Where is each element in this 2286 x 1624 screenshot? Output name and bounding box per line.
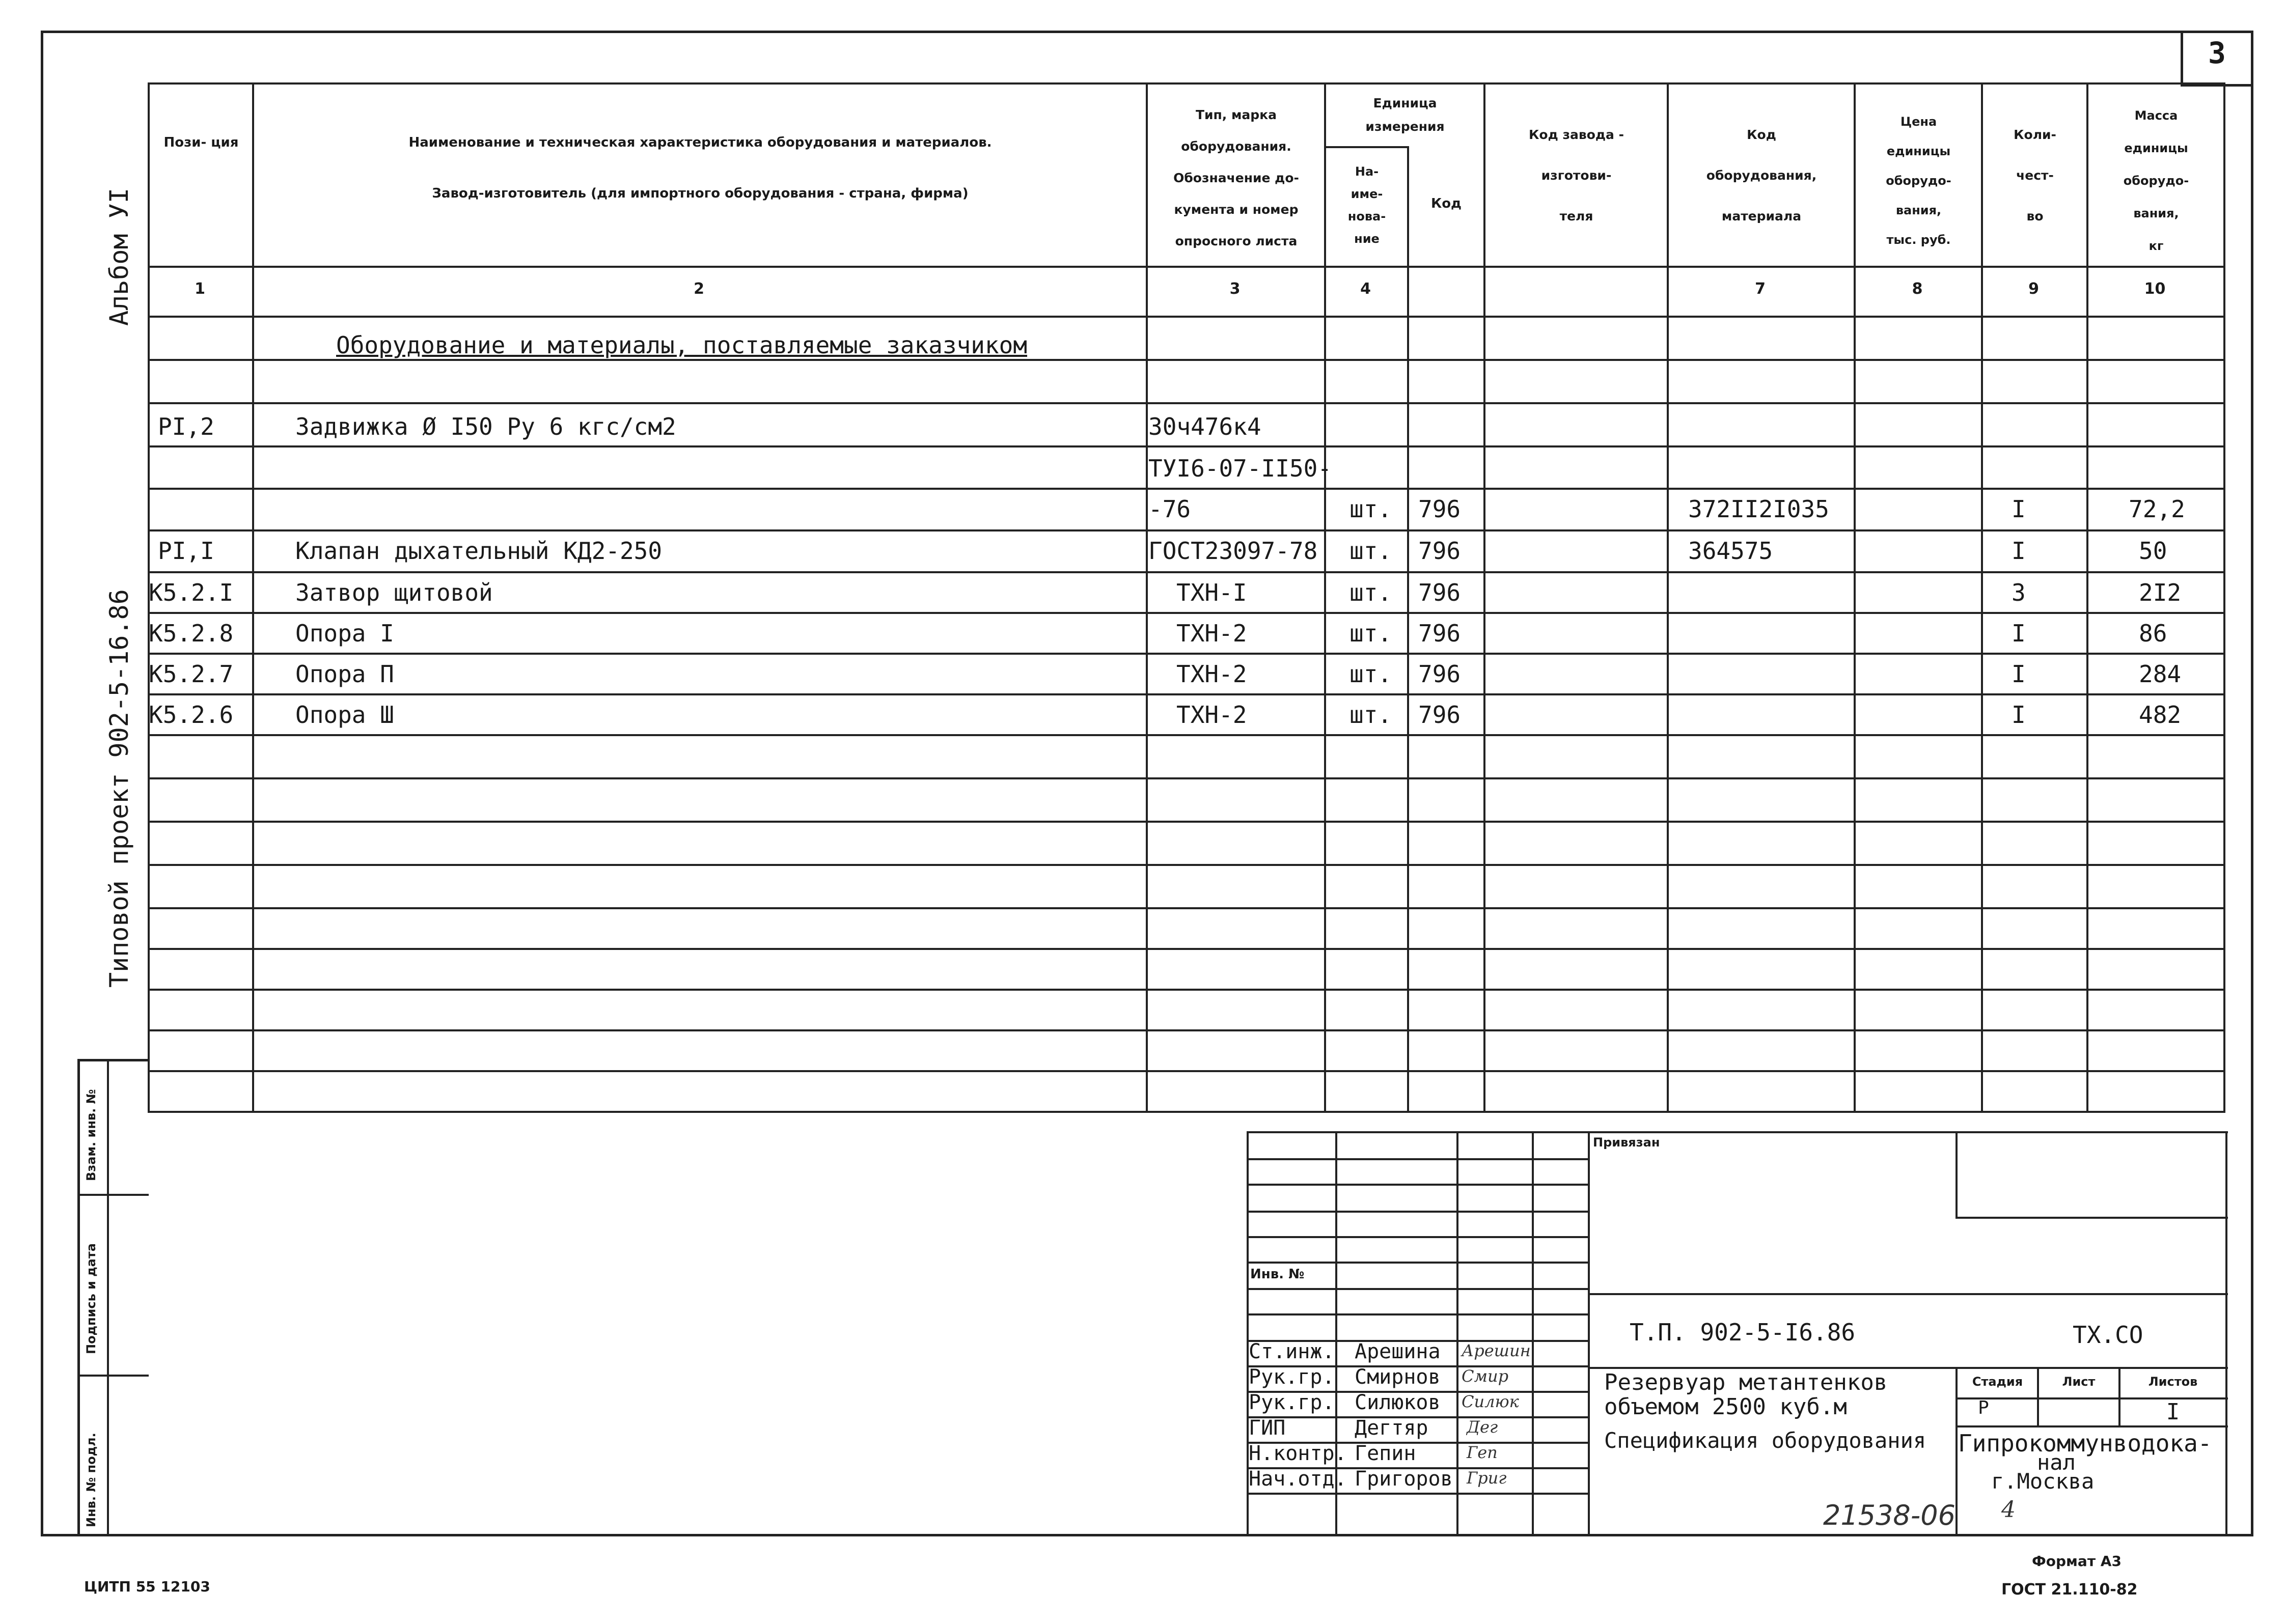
cell-position: PI,I — [158, 537, 214, 565]
stamp-signature-date: Подпись и дата — [84, 1243, 98, 1354]
colnum-4: 4 — [1360, 280, 1371, 298]
staff-name: Дегтяр — [1355, 1416, 1428, 1440]
cell-position: К5.2.I — [149, 579, 234, 606]
sheets-label: Листов — [2148, 1375, 2198, 1389]
cell-name: Затвор щитовой — [295, 579, 493, 606]
cell-type: 30ч476к4 — [1148, 413, 1261, 440]
staff-signature: Смир — [1462, 1366, 1509, 1386]
colnum-3: 3 — [1229, 280, 1241, 298]
title-line-1: Резервуар метантенков — [1604, 1369, 1888, 1395]
cell-unit: шт. — [1349, 495, 1392, 523]
stage-value: Р — [1978, 1397, 1989, 1418]
gost-label: ГОСТ 21.110-82 — [2001, 1581, 2138, 1599]
cell-name: Опора П — [295, 660, 394, 688]
staff-name: Силюков — [1355, 1391, 1441, 1414]
header-name-line2: Завод-изготовитель (для импортного оборудования - страна, фирма) — [432, 186, 969, 201]
cell-quantity: I — [2012, 701, 2026, 729]
cell-mass: 86 — [2139, 620, 2167, 647]
cell-position: К5.2.6 — [149, 701, 234, 729]
cell-unit: шт. — [1349, 537, 1392, 565]
staff-role: Рук.гр. — [1249, 1391, 1335, 1414]
title-line-2: объемом 2500 куб.м — [1604, 1394, 1847, 1420]
title-line-3: Спецификация оборудования — [1604, 1428, 1926, 1453]
org-line-1: Гипрокоммунводока- — [1958, 1430, 2212, 1457]
header-type: Тип, марка оборудования. Обозначение до- кумента и номер опросного листа — [1173, 107, 1299, 248]
cell-unit: шт. — [1349, 579, 1392, 606]
header-price: Цена единицы оборудо- вания, тыс. руб. — [1886, 115, 1951, 247]
section-title: Оборудование и материалы, поставляемые заказчиком — [336, 331, 1028, 359]
stamp-replacement-inv: Взам. инв. № — [84, 1089, 98, 1181]
colnum-1: 1 — [195, 280, 205, 298]
cell-name: Задвижка Ø I50 Ру 6 кгс/см2 — [295, 413, 676, 440]
cell-quantity: I — [2012, 620, 2026, 647]
cell-type: ТХН-2 — [1176, 620, 1247, 647]
cell-equipment-code: 372II2I035 — [1688, 495, 1829, 523]
staff-signature: Геп — [1467, 1443, 1498, 1462]
privyazan-label: Привязан — [1593, 1135, 1660, 1150]
cell-unit-code: 796 — [1418, 579, 1461, 606]
inv-no-label: Инв. № — [1250, 1267, 1305, 1282]
header-position: Пози- ция — [163, 135, 239, 150]
sheets-value: I — [2166, 1399, 2180, 1425]
cell-type: -76 — [1148, 495, 1191, 523]
staff-signature: Дег — [1467, 1417, 1498, 1437]
cell-mass: 482 — [2139, 701, 2182, 729]
header-unit-code: Код — [1430, 196, 1462, 211]
cell-unit-code: 796 — [1418, 495, 1461, 523]
citp-label: ЦИТП 55 12103 — [84, 1578, 210, 1595]
header-name-line1: Наименование и техническая характеристика оборудования и материалов. — [408, 135, 992, 150]
cell-position: К5.2.8 — [149, 620, 234, 647]
cell-type: ТХН-I — [1176, 579, 1247, 606]
staff-role: ГИП — [1249, 1416, 1286, 1440]
header-unit-group: Единица измерения — [1365, 96, 1445, 134]
document-mark: ТХ.СО — [2073, 1321, 2143, 1349]
header-equipment-code: Код оборудования, материала — [1706, 127, 1817, 223]
colnum-10: 10 — [2144, 280, 2166, 298]
header-manufacturer-code: Код завода - изготови- теля — [1528, 127, 1624, 223]
cell-quantity: I — [2012, 537, 2026, 565]
cell-type: ТХН-2 — [1176, 701, 1247, 729]
cell-quantity: 3 — [2012, 579, 2026, 606]
staff-name: Григоров — [1355, 1467, 1453, 1491]
org-line-3: г.Москва — [1991, 1469, 2095, 1494]
cell-type: ТХН-2 — [1176, 660, 1247, 688]
staff-signature: Арешин — [1462, 1341, 1531, 1360]
cell-unit-code: 796 — [1418, 701, 1461, 729]
cell-mass: 72,2 — [2129, 495, 2185, 523]
staff-signature: Григ — [1467, 1468, 1507, 1488]
cell-unit-code: 796 — [1418, 537, 1461, 565]
cell-name: Опора I — [295, 620, 394, 647]
project-label: Типовой проект 902-5-16.86 — [104, 589, 134, 988]
colnum-9: 9 — [2028, 280, 2039, 298]
cell-name: Клапан дыхательный КД2-250 — [295, 537, 663, 565]
cell-unit: шт. — [1349, 620, 1392, 647]
colnum-8: 8 — [1912, 280, 1923, 298]
archive-sheet-mark: 4 — [2001, 1497, 2016, 1523]
staff-name: Гепин — [1355, 1442, 1416, 1465]
cell-name: Опора Ш — [295, 701, 394, 729]
staff-signature: Силюк — [1462, 1392, 1519, 1411]
archive-number: 21538-06 — [1823, 1499, 1956, 1531]
staff-role: Ст.инж. — [1249, 1340, 1335, 1363]
sheet-label: Лист — [2062, 1375, 2096, 1389]
cell-unit: шт. — [1349, 701, 1392, 729]
header-unit-name: На- име- нова- ние — [1347, 164, 1386, 246]
stamp-inv-orig: Инв. № подл. — [84, 1433, 98, 1527]
colnum-2: 2 — [694, 280, 704, 298]
format-label: Формат А3 — [2032, 1553, 2122, 1570]
colnum-7: 7 — [1755, 280, 1766, 298]
album-label: Альбом УI — [104, 188, 134, 326]
cell-unit-code: 796 — [1418, 660, 1461, 688]
staff-name: Арешина — [1355, 1340, 1441, 1363]
stage-label: Стадия — [1972, 1375, 2023, 1389]
header-mass: Масса единицы оборудо- вания, кг — [2123, 108, 2189, 253]
cell-type: ТУI6-07-II50- — [1148, 455, 1332, 482]
header-quantity: Коли- чест- во — [2014, 127, 2056, 223]
cell-unit: шт. — [1349, 660, 1392, 688]
document-code: Т.П. 902-5-I6.86 — [1630, 1319, 1856, 1346]
staff-name: Смирнов — [1355, 1365, 1441, 1389]
staff-role: Нач.отд. — [1249, 1467, 1347, 1491]
sheet-number: 3 — [2208, 36, 2226, 70]
cell-quantity: I — [2012, 495, 2026, 523]
cell-equipment-code: 364575 — [1688, 537, 1773, 565]
cell-unit-code: 796 — [1418, 620, 1461, 647]
org-line-2: нал — [2037, 1450, 2076, 1475]
cell-type: ГОСТ23097-78 — [1148, 537, 1318, 565]
staff-role: Рук.гр. — [1249, 1365, 1335, 1389]
cell-mass: 2I2 — [2139, 579, 2182, 606]
cell-position: К5.2.7 — [149, 660, 234, 688]
cell-quantity: I — [2012, 660, 2026, 688]
cell-mass: 284 — [2139, 660, 2182, 688]
cell-mass: 50 — [2139, 537, 2167, 565]
cell-position: PI,2 — [158, 413, 214, 440]
staff-role: Н.контр. — [1249, 1442, 1347, 1465]
